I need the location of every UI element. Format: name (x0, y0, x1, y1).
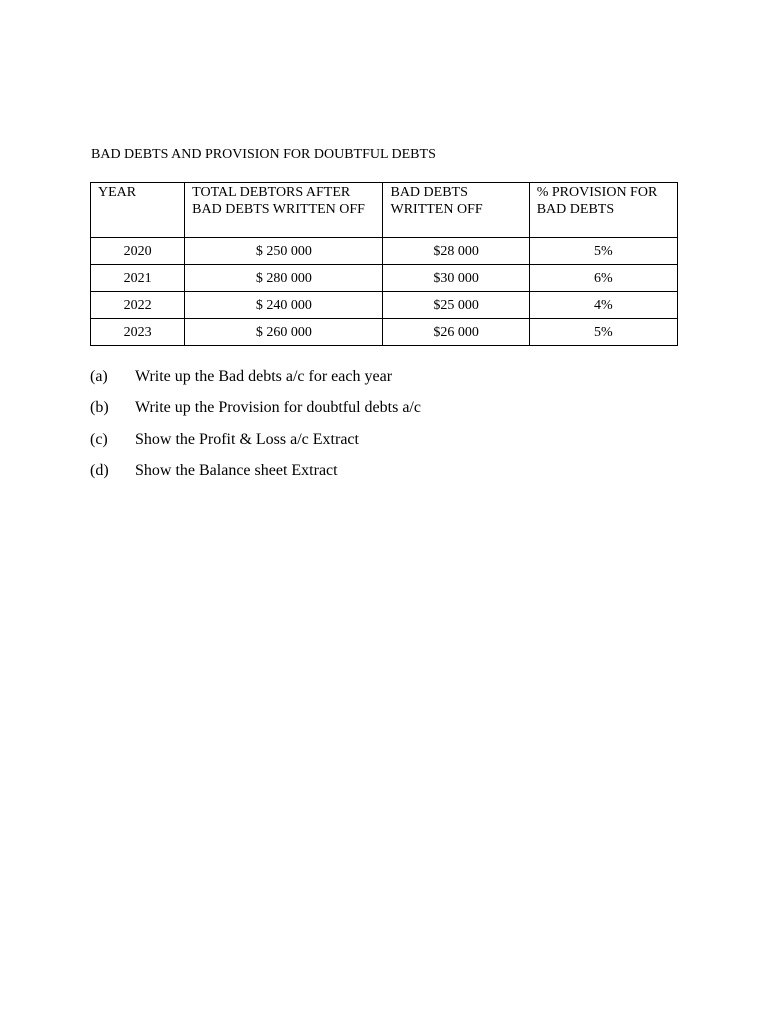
cell-provision-percent: 5% (529, 238, 677, 265)
task-text: Show the Profit & Loss a/c Extract (135, 430, 359, 448)
cell-bad-debts: $28 000 (383, 238, 529, 265)
task-marker: (b) (90, 399, 109, 417)
page-title: BAD DEBTS AND PROVISION FOR DOUBTFUL DEBTS (91, 147, 436, 162)
task-marker: (a) (90, 368, 108, 385)
cell-total-debtors: $ 250 000 (185, 238, 383, 265)
header-total-debtors: TOTAL DEBTORS AFTER BAD DEBTS WRITTEN OFF (185, 183, 383, 238)
task-item (90, 461, 421, 492)
table-row (91, 292, 678, 319)
header-bad-debts: BAD DEBTS WRITTEN OFF (383, 183, 529, 238)
cell-provision-percent: 4% (529, 292, 677, 319)
table-row (91, 319, 678, 346)
cell-year: 2021 (91, 265, 185, 292)
bad-debts-table (90, 182, 678, 346)
cell-bad-debts: $30 000 (383, 265, 529, 292)
cell-total-debtors: $ 240 000 (185, 292, 383, 319)
cell-total-debtors: $ 260 000 (185, 319, 383, 346)
cell-bad-debts: $26 000 (383, 319, 529, 346)
cell-year: 2020 (91, 238, 185, 265)
task-text: Write up the Provision for doubtful debts a/c (135, 399, 421, 417)
cell-provision-percent: 6% (529, 265, 677, 292)
task-text: Show the Balance sheet Extract (135, 461, 338, 479)
cell-bad-debts: $25 000 (383, 292, 529, 319)
cell-provision-percent: 5% (529, 319, 677, 346)
table-row (91, 265, 678, 292)
task-marker: (d) (90, 461, 109, 479)
task-marker: (c) (90, 430, 108, 448)
task-text: Write up the Bad debts a/c for each year (135, 368, 393, 385)
header-year: YEAR (91, 183, 185, 238)
cell-total-debtors: $ 280 000 (185, 265, 383, 292)
task-item (90, 430, 421, 461)
table-header-row (91, 183, 678, 238)
task-item (90, 398, 421, 429)
table-row (91, 238, 678, 265)
cell-year: 2023 (91, 319, 185, 346)
header-provision-percent: % PROVISION FOR BAD DEBTS (529, 183, 677, 238)
cell-year: 2022 (91, 292, 185, 319)
task-item (90, 367, 421, 398)
task-list (90, 367, 421, 492)
